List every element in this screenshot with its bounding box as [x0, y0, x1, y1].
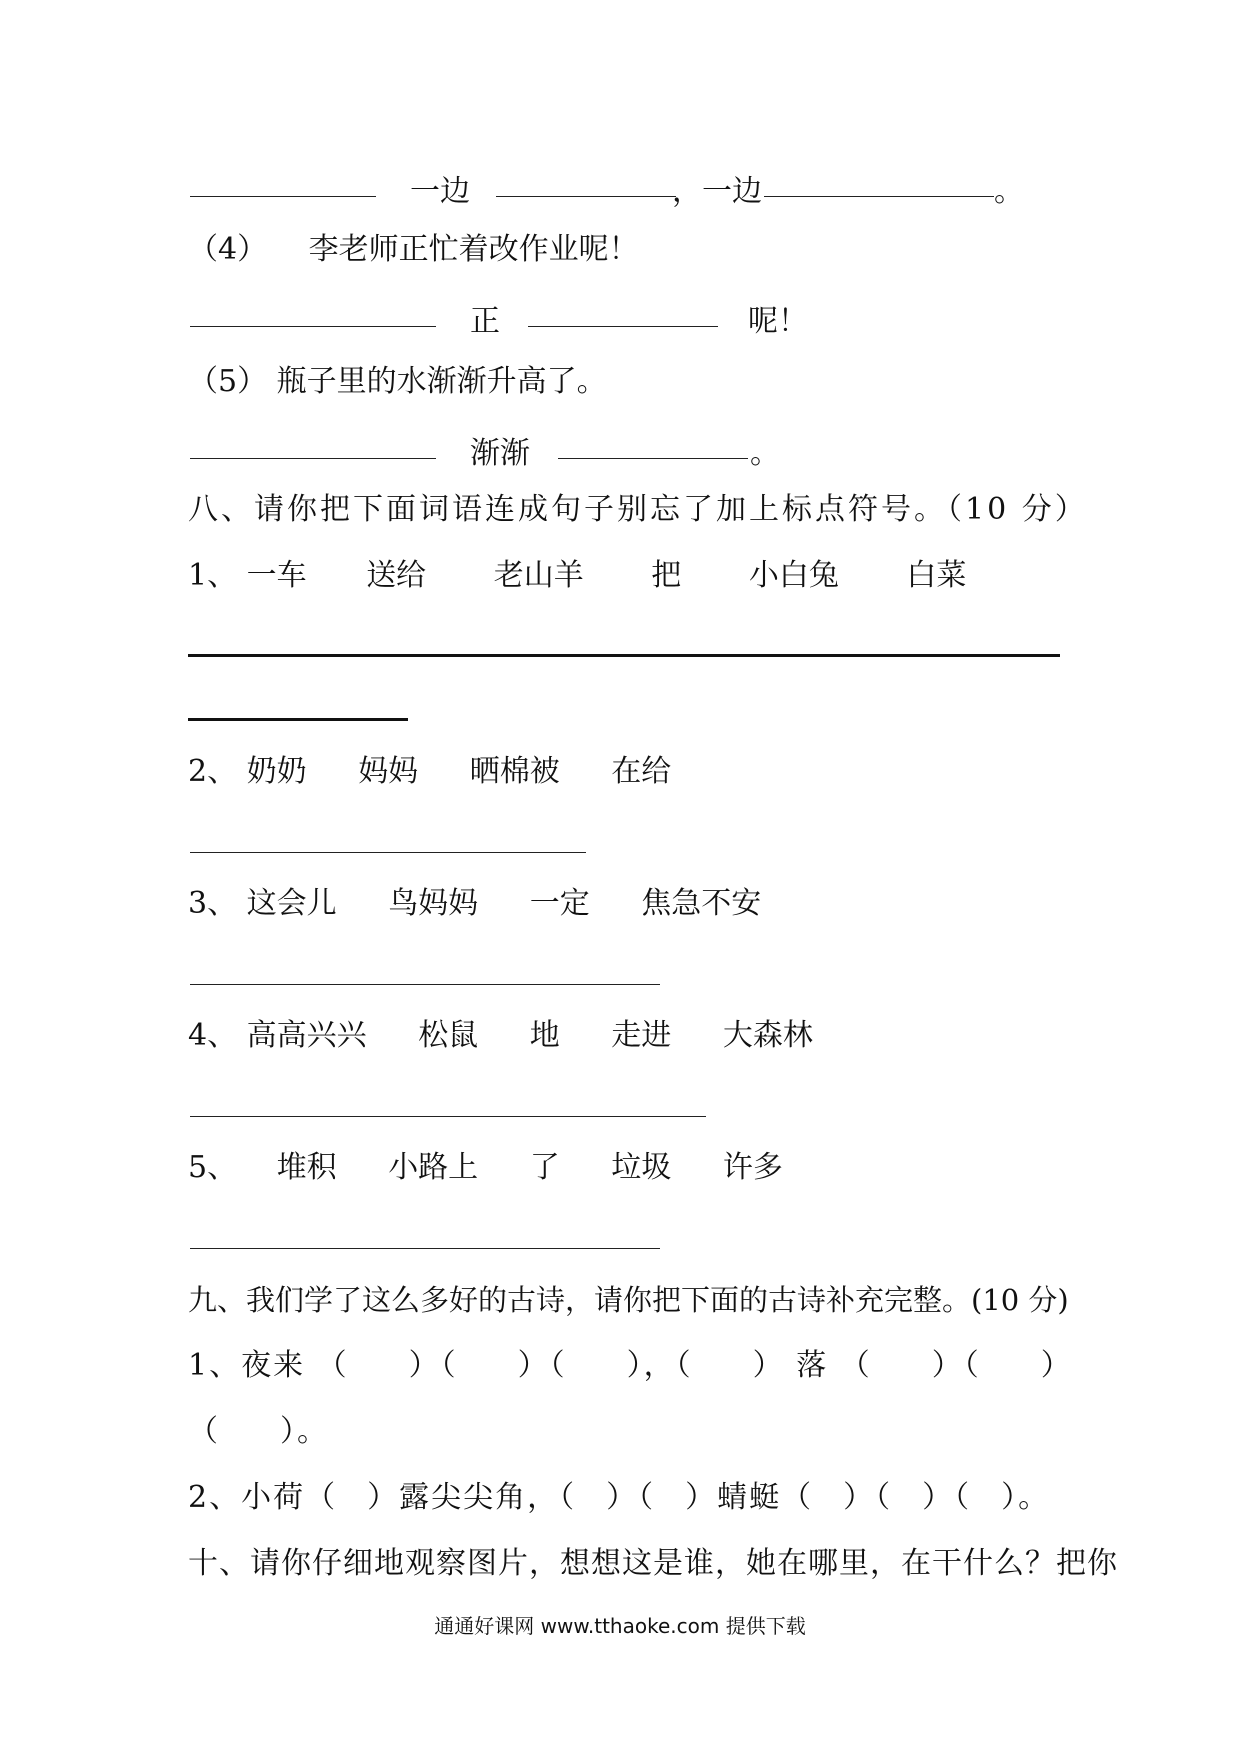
paren-left: （ — [316, 1348, 349, 1383]
poem-text: 2、小荷 — [188, 1480, 306, 1515]
word: 一定 — [529, 886, 590, 921]
paren-left: （ — [440, 1348, 458, 1383]
comma: ， — [527, 1480, 560, 1515]
word: 焦急不安 — [641, 886, 762, 921]
q9-poem-1-cont — [188, 1412, 329, 1452]
word: 白菜 — [906, 558, 967, 593]
q8-item-3 — [188, 884, 761, 924]
word: 渐渐 — [470, 436, 530, 471]
comma: ， — [672, 174, 702, 209]
item-number: 2、 — [188, 754, 238, 789]
paren-left: （ — [305, 1480, 338, 1515]
word: 一车 — [246, 558, 307, 593]
word: 高高兴兴 — [246, 1018, 367, 1053]
word: 垃圾 — [611, 1150, 672, 1185]
paren-left: （ — [963, 1348, 981, 1383]
exclaim: 呢！ — [748, 304, 808, 339]
paren-right: ） — [1040, 1348, 1073, 1383]
paren-right: ） — [408, 1348, 441, 1383]
item-number: （5） — [188, 364, 268, 399]
word: 堆积 — [276, 1150, 337, 1185]
q7-item-4 — [188, 230, 639, 270]
word: 小路上 — [388, 1150, 479, 1185]
paren-right: ） — [843, 1480, 876, 1515]
answer-line[interactable] — [188, 718, 408, 721]
poem-text: 落 — [796, 1348, 829, 1383]
word: 松鼠 — [418, 1018, 479, 1053]
q8-title: 八、请你把下面词语连成句子别忘了加上标点符号。（10 分） — [188, 492, 1088, 527]
q7-item-5 — [188, 362, 607, 402]
answer-blank[interactable] — [558, 458, 748, 459]
item-number: 4、 — [188, 1018, 238, 1053]
q8-item-2 — [188, 752, 671, 792]
q9-poem-2 — [188, 1478, 1050, 1518]
paren-right: ） — [606, 1480, 639, 1515]
item-sentence: 瓶子里的水渐渐升高了。 — [276, 364, 607, 399]
paren-right: ） — [752, 1348, 785, 1383]
answer-blank[interactable] — [190, 984, 660, 985]
paren-left: （ — [675, 1348, 693, 1383]
paren-right: ） — [626, 1348, 644, 1383]
paren-left: （ — [638, 1480, 656, 1515]
word: 一边 — [702, 174, 762, 209]
answer-blank[interactable] — [190, 1116, 706, 1117]
answer-line[interactable] — [188, 654, 1060, 657]
paren-right: ） — [1001, 1480, 1019, 1515]
word: 奶奶 — [246, 754, 307, 789]
paren-left: （ — [875, 1480, 893, 1515]
answer-blank[interactable] — [528, 326, 718, 327]
period: 。 — [1018, 1480, 1051, 1515]
answer-blank[interactable] — [764, 196, 994, 197]
word: 这会儿 — [246, 886, 337, 921]
q10-title: 十、请你仔细地观察图片，想想这是谁，她在哪里，在干什么？把你 — [188, 1546, 1118, 1581]
poem-text: 蜻蜓 — [717, 1480, 782, 1515]
item-number: 3、 — [188, 886, 238, 921]
word: 地 — [529, 1018, 560, 1053]
paren-left: （ — [549, 1348, 567, 1383]
period: 。 — [994, 174, 1024, 209]
q8-item-4 — [188, 1016, 813, 1056]
word: 一边 — [410, 174, 470, 209]
comma: ， — [643, 1348, 676, 1383]
paren-left: （ — [781, 1480, 814, 1515]
answer-blank[interactable] — [190, 326, 436, 327]
item-number: （4） — [188, 232, 268, 267]
period: 。 — [297, 1414, 329, 1449]
period: 。 — [750, 436, 780, 471]
word: 小白兔 — [748, 558, 839, 593]
paren-right: ） — [367, 1480, 400, 1515]
word: 鸟妈妈 — [388, 886, 479, 921]
answer-blank[interactable] — [190, 1248, 660, 1249]
word: 了 — [529, 1150, 560, 1185]
paren-right: ） — [922, 1480, 955, 1515]
answer-blank[interactable] — [190, 852, 586, 853]
word: 把 — [651, 558, 682, 593]
item-number: 1、 — [188, 558, 238, 593]
item-sentence: 李老师正忙着改作业呢！ — [308, 232, 639, 267]
word: 走进 — [611, 1018, 672, 1053]
paren-left: （ — [188, 1414, 220, 1449]
paren-left: （ — [839, 1348, 872, 1383]
answer-blank[interactable] — [190, 458, 436, 459]
item-number: 5、 — [188, 1150, 238, 1185]
q9-title: 九、我们学了这么多好的古诗，请你把下面的古诗补充完整。(10 分) — [188, 1283, 1069, 1317]
answer-blank[interactable] — [496, 196, 676, 197]
paren-right: ） — [685, 1480, 718, 1515]
poem-text: 露尖尖角 — [399, 1480, 528, 1515]
word: 在给 — [611, 754, 672, 789]
word: 大森林 — [722, 1018, 813, 1053]
word: 妈妈 — [358, 754, 419, 789]
word: 送给 — [366, 558, 427, 593]
paren-right: ） — [280, 1414, 297, 1449]
poem-text: 1、夜来 — [188, 1348, 306, 1383]
paren-right: ） — [931, 1348, 964, 1383]
paren-right: ） — [517, 1348, 550, 1383]
q9-poem-1 — [188, 1346, 1073, 1386]
answer-blank[interactable] — [190, 196, 376, 197]
word: 正 — [470, 304, 500, 339]
word: 许多 — [722, 1150, 783, 1185]
paren-left: （ — [954, 1480, 972, 1515]
q8-item-1 — [188, 556, 966, 596]
word: 晒棉被 — [469, 754, 560, 789]
page-footer: 通通好课网 www.tthaoke.com 提供下载 — [434, 1614, 806, 1638]
q8-item-5 — [188, 1148, 783, 1188]
word: 老山羊 — [493, 558, 584, 593]
paren-left: （ — [559, 1480, 577, 1515]
